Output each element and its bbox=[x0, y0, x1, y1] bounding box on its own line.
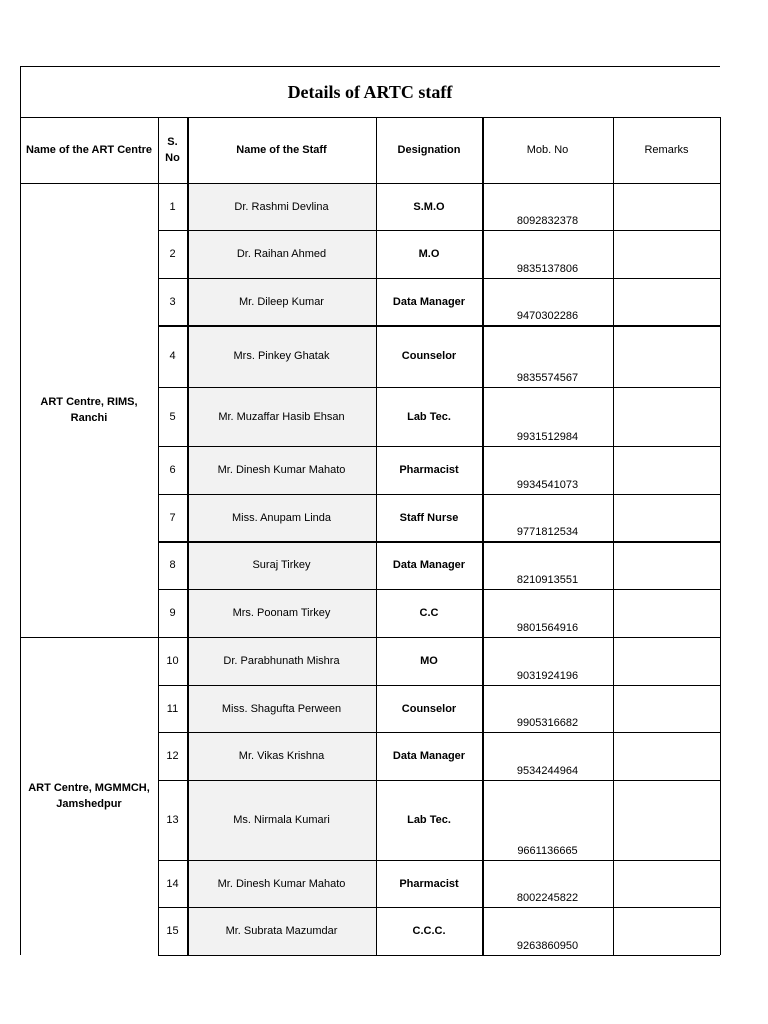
column-divider bbox=[613, 117, 614, 955]
serial-number: 14 bbox=[166, 877, 179, 890]
mobile-number: 8210913551 bbox=[516, 574, 579, 586]
staff-name: Mr. Muzaffar Hasib Ehsan bbox=[187, 387, 376, 446]
row-divider bbox=[158, 494, 720, 495]
row-divider bbox=[158, 955, 720, 956]
mobile-number: 9905316682 bbox=[516, 717, 579, 729]
remarks bbox=[613, 325, 720, 387]
header-remarks: Remarks bbox=[644, 144, 689, 156]
column-divider bbox=[187, 117, 189, 955]
remarks bbox=[613, 685, 720, 732]
designation: MO bbox=[420, 655, 438, 667]
serial-number: 5 bbox=[169, 410, 176, 423]
remarks bbox=[613, 907, 720, 955]
mobile-number: 8092832378 bbox=[516, 215, 579, 227]
mobile-number: 9263860950 bbox=[516, 940, 579, 952]
mobile-number: 9470302286 bbox=[516, 310, 579, 322]
serial-number: 9 bbox=[169, 607, 176, 619]
row-divider bbox=[158, 860, 720, 861]
staff-name: Mr. Dileep Kumar bbox=[187, 278, 376, 325]
remarks bbox=[613, 589, 720, 637]
mobile-number: 9801564916 bbox=[516, 622, 579, 634]
staff-name: Mrs. Pinkey Ghatak bbox=[187, 325, 376, 387]
serial-number: 10 bbox=[166, 655, 179, 667]
serial-number: 11 bbox=[166, 702, 179, 715]
staff-name: Dr. Rashmi Devlina bbox=[187, 183, 376, 230]
remarks bbox=[613, 860, 720, 907]
serial-number: 3 bbox=[169, 295, 176, 308]
header-mobile: Mob. No bbox=[526, 144, 569, 156]
remarks bbox=[613, 541, 720, 589]
art-centre-name: ART Centre, MGMMCH, Jamshedpur bbox=[28, 782, 150, 810]
column-divider bbox=[482, 117, 484, 955]
staff-name: Mr. Dinesh Kumar Mahato bbox=[187, 446, 376, 494]
row-divider bbox=[158, 278, 720, 279]
page-title: Details of ARTC staff bbox=[287, 81, 453, 102]
staff-name: Mr. Dinesh Kumar Mahato bbox=[187, 860, 376, 907]
mobile-number: 9835574567 bbox=[516, 372, 579, 384]
row-divider bbox=[158, 907, 720, 908]
header-staff-name: Name of the Staff bbox=[236, 144, 327, 156]
row-divider bbox=[158, 230, 720, 231]
row-divider bbox=[20, 637, 720, 638]
staff-name: Dr. Parabhunath Mishra bbox=[187, 637, 376, 685]
staff-name: Miss. Shagufta Perween bbox=[187, 685, 376, 732]
serial-number: 2 bbox=[169, 248, 176, 260]
row-divider bbox=[158, 325, 720, 327]
serial-number: 6 bbox=[169, 464, 176, 476]
remarks bbox=[613, 732, 720, 780]
right-border bbox=[720, 117, 721, 955]
staff-name: Mrs. Poonam Tirkey bbox=[187, 589, 376, 637]
designation: Staff Nurse bbox=[399, 511, 459, 524]
mobile-number: 9534244964 bbox=[516, 765, 579, 777]
remarks bbox=[613, 278, 720, 325]
mobile-number: 9931512984 bbox=[516, 431, 579, 443]
row-divider bbox=[158, 541, 720, 543]
staff-name: Dr. Raihan Ahmed bbox=[187, 230, 376, 278]
left-border bbox=[20, 66, 21, 955]
serial-number: 7 bbox=[169, 511, 176, 524]
remarks bbox=[613, 637, 720, 685]
serial-number: 15 bbox=[166, 925, 179, 937]
designation: C.C bbox=[419, 607, 439, 619]
mobile-number: 8002245822 bbox=[516, 892, 579, 904]
designation: Data Manager bbox=[392, 295, 466, 308]
row-divider bbox=[158, 780, 720, 781]
remarks bbox=[613, 446, 720, 494]
serial-number: 12 bbox=[166, 750, 179, 762]
column-divider bbox=[158, 117, 159, 955]
designation: Pharmacist bbox=[399, 464, 459, 476]
designation: S.M.O bbox=[413, 200, 445, 213]
designation: Lab Tec. bbox=[407, 814, 451, 826]
serial-number: 4 bbox=[169, 350, 176, 362]
row-divider bbox=[158, 446, 720, 447]
serial-number: 1 bbox=[169, 200, 176, 213]
mobile-number: 9661136665 bbox=[517, 845, 578, 857]
designation: Lab Tec. bbox=[407, 410, 451, 423]
mobile-number: 9835137806 bbox=[516, 263, 579, 275]
staff-name: Mr. Subrata Mazumdar bbox=[187, 907, 376, 955]
row-divider bbox=[158, 387, 720, 388]
designation: Counselor bbox=[401, 702, 457, 715]
header-centre: Name of the ART Centre bbox=[25, 144, 153, 156]
mobile-number: 9934541073 bbox=[516, 479, 579, 491]
remarks bbox=[613, 780, 720, 860]
mobile-number: 9771812534 bbox=[516, 526, 579, 538]
title-top-border bbox=[20, 66, 720, 67]
designation: M.O bbox=[418, 248, 440, 260]
staff-name: Mr. Vikas Krishna bbox=[187, 732, 376, 780]
designation: Pharmacist bbox=[399, 877, 459, 890]
header-bottom-border bbox=[20, 183, 720, 184]
remarks bbox=[613, 230, 720, 278]
designation: Data Manager bbox=[392, 559, 466, 571]
art-centre-name: ART Centre, RIMS, Ranchi bbox=[40, 396, 138, 424]
header-sno: S. No bbox=[165, 136, 180, 164]
remarks bbox=[613, 183, 720, 230]
header-top-border bbox=[20, 117, 720, 118]
designation: Counselor bbox=[401, 350, 457, 362]
mobile-number: 9031924196 bbox=[516, 670, 579, 682]
row-divider bbox=[158, 732, 720, 733]
row-divider bbox=[158, 589, 720, 590]
designation: C.C.C. bbox=[412, 925, 446, 937]
header-designation: Designation bbox=[397, 144, 461, 156]
designation: Data Manager bbox=[392, 750, 466, 762]
staff-name: Miss. Anupam Linda bbox=[187, 494, 376, 541]
staff-name: Suraj Tirkey bbox=[187, 541, 376, 589]
staff-name: Ms. Nirmala Kumari bbox=[187, 780, 376, 860]
serial-number: 8 bbox=[169, 559, 176, 571]
row-divider bbox=[158, 685, 720, 686]
column-divider bbox=[376, 117, 377, 955]
remarks bbox=[613, 494, 720, 541]
remarks bbox=[613, 387, 720, 446]
serial-number: 13 bbox=[166, 814, 179, 826]
